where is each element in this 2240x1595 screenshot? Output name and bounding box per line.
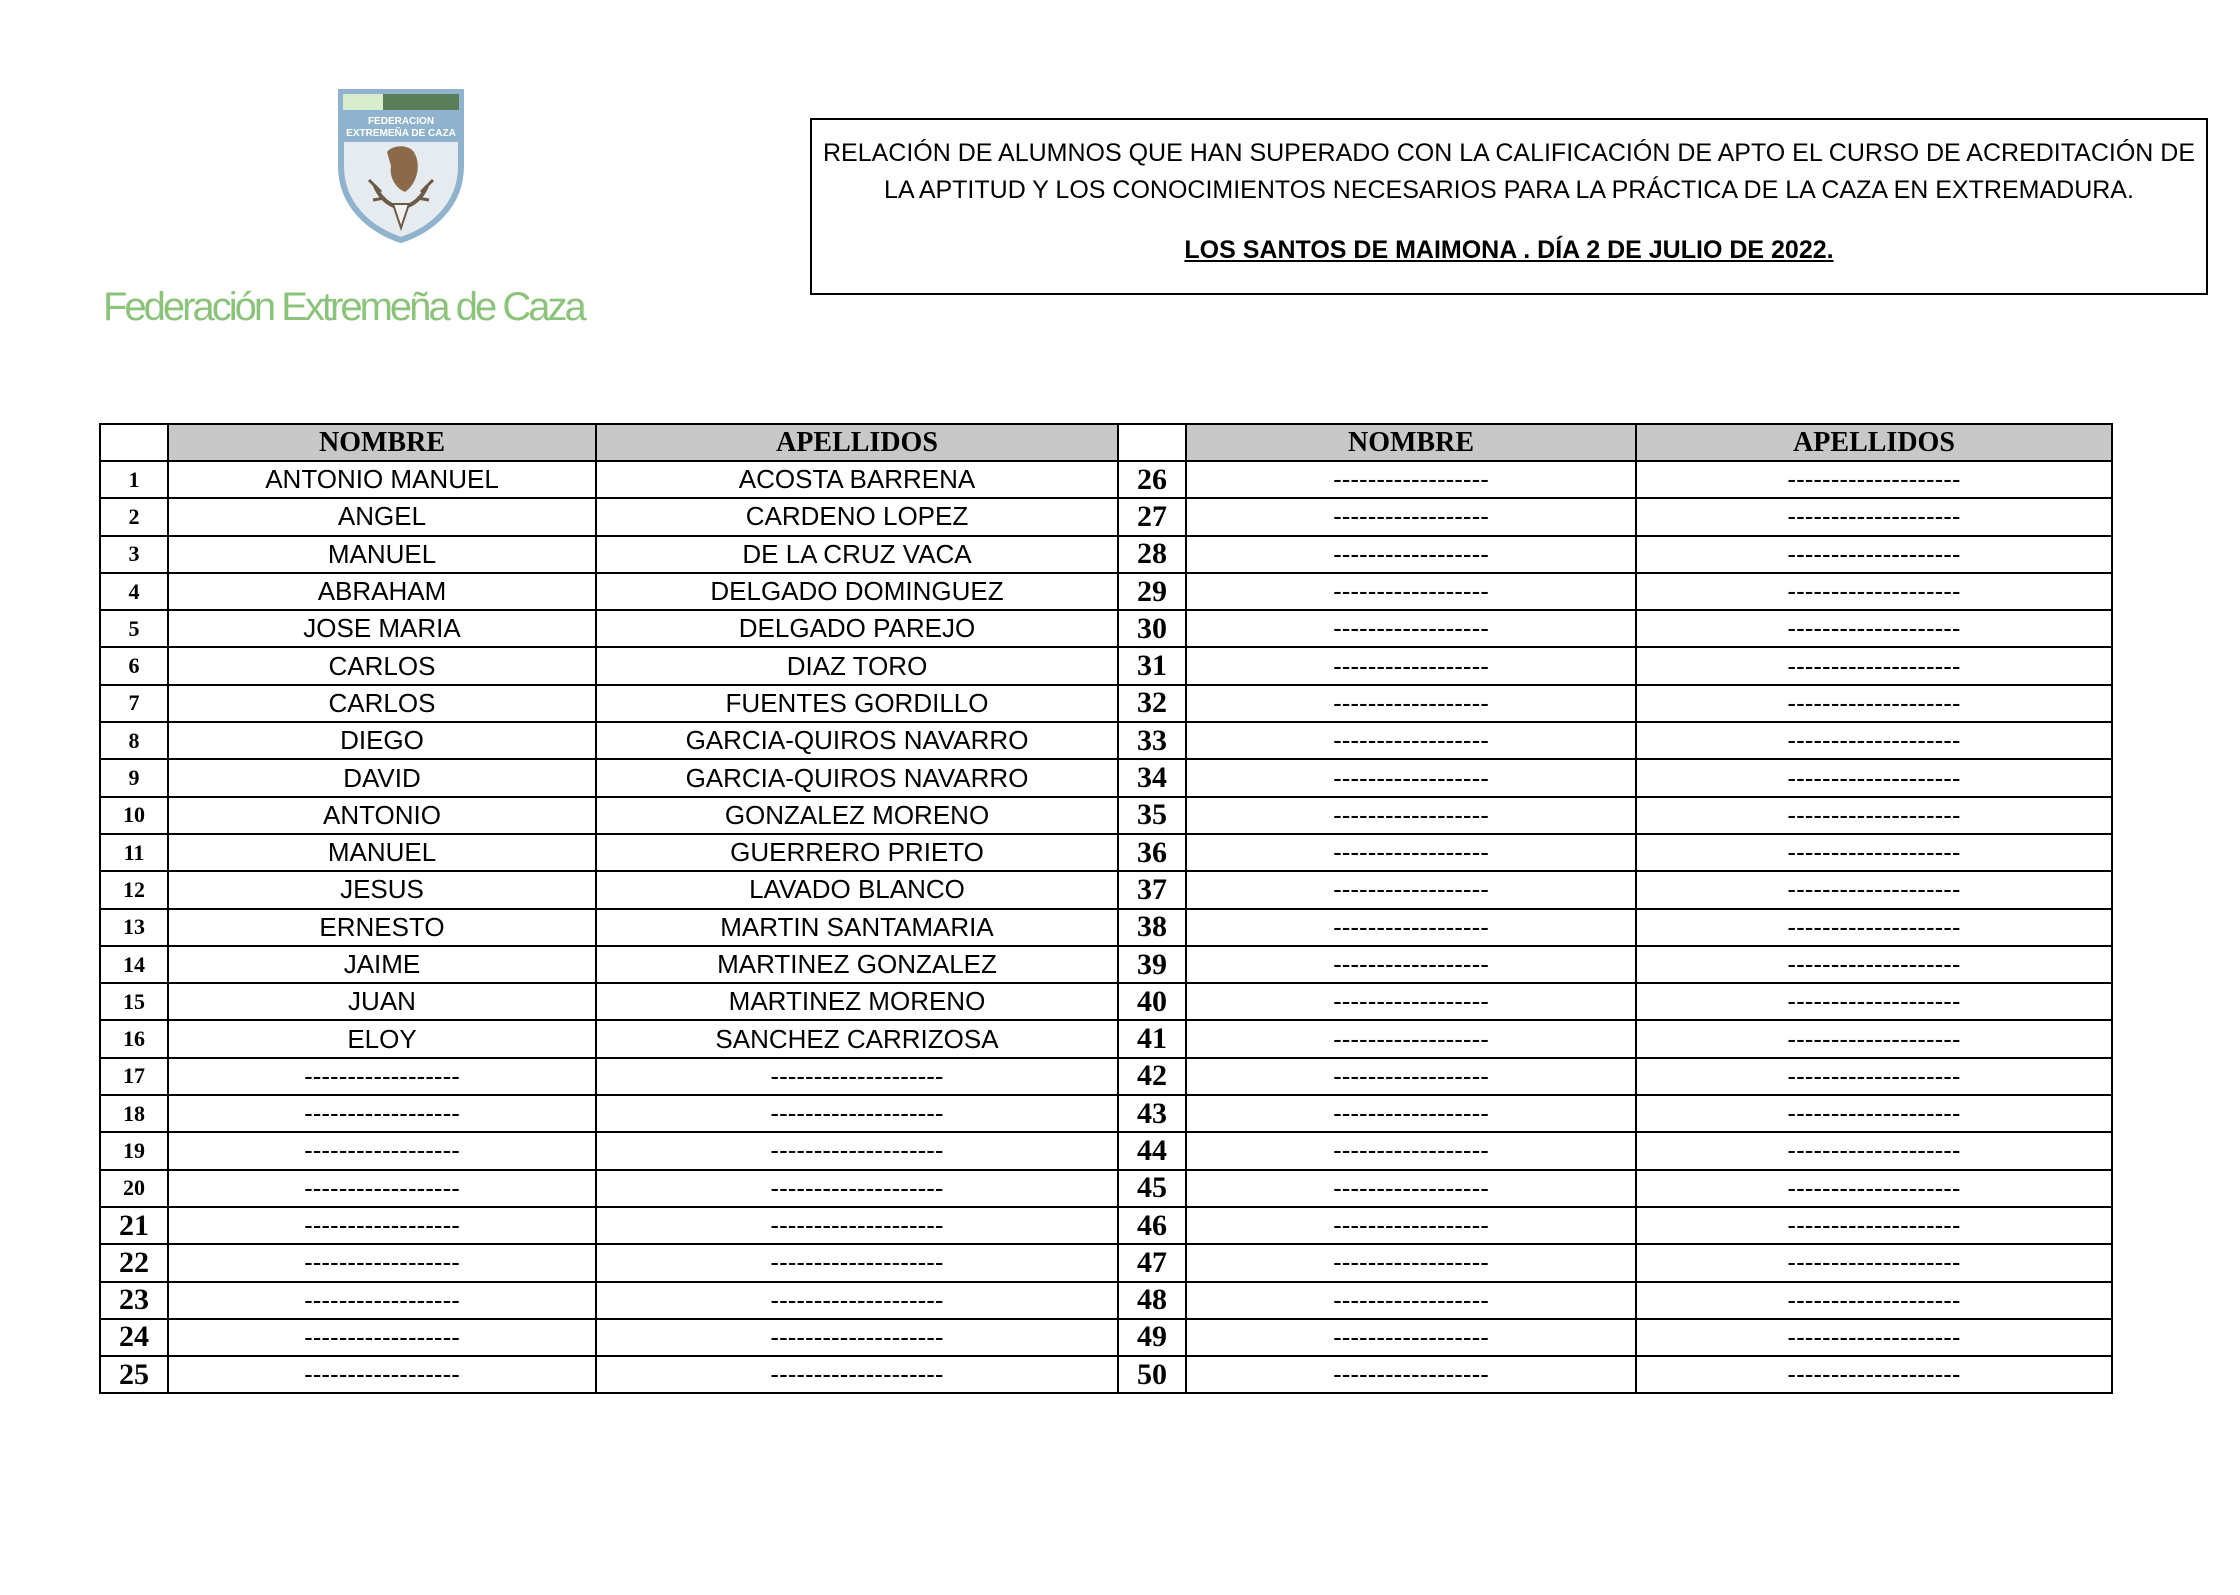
row-number-right: 32	[1118, 685, 1186, 722]
nombre-cell-left: JOSE MARIA	[168, 610, 596, 647]
table-row	[100, 1319, 2112, 1356]
row-number-right: 44	[1118, 1132, 1186, 1169]
apellidos-cell-left: --------------------	[596, 1282, 1118, 1319]
table-row	[100, 834, 2112, 871]
apellidos-cell-left: DELGADO PAREJO	[596, 610, 1118, 647]
nombre-cell-left: ERNESTO	[168, 909, 596, 946]
nombre-cell-left: ------------------	[168, 1095, 596, 1132]
nombre-cell-right: ------------------	[1186, 573, 1636, 610]
nombre-cell-right: ------------------	[1186, 1020, 1636, 1057]
apellidos-cell-right: --------------------	[1636, 1132, 2112, 1169]
nombre-cell-right: ------------------	[1186, 722, 1636, 759]
apellidos-cell-right: --------------------	[1636, 797, 2112, 834]
nombre-cell-right: ------------------	[1186, 1170, 1636, 1207]
row-number-right: 29	[1118, 573, 1186, 610]
row-number-right: 37	[1118, 871, 1186, 908]
students-table	[99, 423, 2113, 1394]
table-row	[100, 1170, 2112, 1207]
table-row	[100, 722, 2112, 759]
row-number-left: 23	[100, 1282, 168, 1319]
row-number-left: 21	[100, 1207, 168, 1244]
nombre-cell-left: JAIME	[168, 946, 596, 983]
nombre-cell-right: ------------------	[1186, 536, 1636, 573]
row-number-left: 25	[100, 1356, 168, 1393]
table-row	[100, 573, 2112, 610]
apellidos-cell-right: --------------------	[1636, 722, 2112, 759]
apellidos-cell-right: --------------------	[1636, 610, 2112, 647]
row-number-left: 14	[100, 946, 168, 983]
table-row	[100, 871, 2112, 908]
apellidos-cell-left: --------------------	[596, 1095, 1118, 1132]
nombre-cell-right: ------------------	[1186, 1319, 1636, 1356]
row-number-right: 36	[1118, 834, 1186, 871]
apellidos-cell-left: DIAZ TORO	[596, 647, 1118, 684]
apellidos-cell-right: --------------------	[1636, 1319, 2112, 1356]
apellidos-cell-left: DE LA CRUZ VACA	[596, 536, 1118, 573]
apellidos-cell-left: MARTINEZ MORENO	[596, 983, 1118, 1020]
row-number-left: 16	[100, 1020, 168, 1057]
table-row	[100, 759, 2112, 796]
table-row	[100, 1132, 2112, 1169]
header-apellidos-1: APELLIDOS	[596, 424, 1118, 461]
nombre-cell-left: CARLOS	[168, 647, 596, 684]
title-line2: LOS SANTOS DE MAIMONA . DÍA 2 DE JULIO DE 2022.	[1184, 236, 1834, 264]
row-number-left: 24	[100, 1319, 168, 1356]
row-number-left: 2	[100, 498, 168, 535]
nombre-cell-left: ------------------	[168, 1244, 596, 1281]
row-number-left: 4	[100, 573, 168, 610]
row-number-left: 15	[100, 983, 168, 1020]
apellidos-cell-right: --------------------	[1636, 1244, 2112, 1281]
apellidos-cell-left: GONZALEZ MORENO	[596, 797, 1118, 834]
apellidos-cell-left: GUERRERO PRIETO	[596, 834, 1118, 871]
apellidos-cell-left: SANCHEZ CARRIZOSA	[596, 1020, 1118, 1057]
row-number-right: 40	[1118, 983, 1186, 1020]
table-row	[100, 1058, 2112, 1095]
apellidos-cell-left: GARCIA-QUIROS NAVARRO	[596, 759, 1118, 796]
table-row	[100, 647, 2112, 684]
nombre-cell-right: ------------------	[1186, 1132, 1636, 1169]
table-row	[100, 461, 2112, 498]
nombre-cell-right: ------------------	[1186, 871, 1636, 908]
nombre-cell-right: ------------------	[1186, 797, 1636, 834]
apellidos-cell-left: --------------------	[596, 1319, 1118, 1356]
nombre-cell-left: ------------------	[168, 1282, 596, 1319]
row-number-right: 48	[1118, 1282, 1186, 1319]
apellidos-cell-left: --------------------	[596, 1132, 1118, 1169]
header-blank-1	[100, 424, 168, 461]
apellidos-cell-right: --------------------	[1636, 1207, 2112, 1244]
table-row	[100, 797, 2112, 834]
row-number-left: 22	[100, 1244, 168, 1281]
apellidos-cell-right: --------------------	[1636, 1282, 2112, 1319]
nombre-cell-left: ------------------	[168, 1356, 596, 1393]
title-box	[810, 118, 2208, 295]
nombre-cell-right: ------------------	[1186, 1356, 1636, 1393]
row-number-right: 28	[1118, 536, 1186, 573]
organization-name: Federación Extremeña de Caza	[103, 285, 584, 329]
title-line1: RELACIÓN DE ALUMNOS QUE HAN SUPERADO CON LA CALIFICACIÓN DE APTO EL CURSO DE ACREDITACIÓN DE LA APTITUD Y LOS CONOCIMIENTOS NECESARIOS PARA LA PRÁCTICA DE LA CAZA EN EXTREMADURA.	[822, 139, 2196, 204]
apellidos-cell-right: --------------------	[1636, 871, 2112, 908]
table-row	[100, 1095, 2112, 1132]
apellidos-cell-left: --------------------	[596, 1207, 1118, 1244]
apellidos-cell-right: --------------------	[1636, 685, 2112, 722]
nombre-cell-left: DIEGO	[168, 722, 596, 759]
row-number-right: 41	[1118, 1020, 1186, 1057]
row-number-right: 26	[1118, 461, 1186, 498]
header-nombre-2: NOMBRE	[1186, 424, 1636, 461]
apellidos-cell-right: --------------------	[1636, 1020, 2112, 1057]
row-number-right: 27	[1118, 498, 1186, 535]
apellidos-cell-left: LAVADO BLANCO	[596, 871, 1118, 908]
row-number-right: 46	[1118, 1207, 1186, 1244]
row-number-right: 38	[1118, 909, 1186, 946]
nombre-cell-left: ------------------	[168, 1058, 596, 1095]
apellidos-cell-right: --------------------	[1636, 759, 2112, 796]
nombre-cell-right: ------------------	[1186, 1282, 1636, 1319]
apellidos-cell-left: MARTINEZ GONZALEZ	[596, 946, 1118, 983]
table-row	[100, 1244, 2112, 1281]
apellidos-cell-right: --------------------	[1636, 573, 2112, 610]
header-nombre-1: NOMBRE	[168, 424, 596, 461]
row-number-left: 20	[100, 1170, 168, 1207]
nombre-cell-left: ------------------	[168, 1170, 596, 1207]
row-number-left: 19	[100, 1132, 168, 1169]
table-row	[100, 1020, 2112, 1057]
row-number-right: 42	[1118, 1058, 1186, 1095]
apellidos-cell-left: --------------------	[596, 1058, 1118, 1095]
table-row	[100, 983, 2112, 1020]
nombre-cell-left: CARLOS	[168, 685, 596, 722]
nombre-cell-right: ------------------	[1186, 983, 1636, 1020]
table-row	[100, 1207, 2112, 1244]
nombre-cell-left: DAVID	[168, 759, 596, 796]
header-apellidos-2: APELLIDOS	[1636, 424, 2112, 461]
nombre-cell-right: ------------------	[1186, 759, 1636, 796]
table-row	[100, 1282, 2112, 1319]
apellidos-cell-left: MARTIN SANTAMARIA	[596, 909, 1118, 946]
nombre-cell-left: ------------------	[168, 1132, 596, 1169]
logo-label-line2: EXTREMEÑA DE CAZA	[346, 128, 456, 139]
table-header-row	[100, 424, 2112, 461]
nombre-cell-right: ------------------	[1186, 461, 1636, 498]
nombre-cell-right: ------------------	[1186, 1244, 1636, 1281]
apellidos-cell-left: FUENTES GORDILLO	[596, 685, 1118, 722]
row-number-left: 5	[100, 610, 168, 647]
apellidos-cell-left: ACOSTA BARRENA	[596, 461, 1118, 498]
nombre-cell-right: ------------------	[1186, 1207, 1636, 1244]
apellidos-cell-right: --------------------	[1636, 1356, 2112, 1393]
nombre-cell-left: ANTONIO MANUEL	[168, 461, 596, 498]
row-number-left: 17	[100, 1058, 168, 1095]
nombre-cell-left: MANUEL	[168, 834, 596, 871]
row-number-left: 11	[100, 834, 168, 871]
apellidos-cell-left: --------------------	[596, 1170, 1118, 1207]
row-number-right: 34	[1118, 759, 1186, 796]
nombre-cell-right: ------------------	[1186, 946, 1636, 983]
nombre-cell-right: ------------------	[1186, 685, 1636, 722]
nombre-cell-left: ------------------	[168, 1207, 596, 1244]
row-number-left: 8	[100, 722, 168, 759]
apellidos-cell-left: GARCIA-QUIROS NAVARRO	[596, 722, 1118, 759]
apellidos-cell-right: --------------------	[1636, 946, 2112, 983]
apellidos-cell-left: CARDENO LOPEZ	[596, 498, 1118, 535]
apellidos-cell-right: --------------------	[1636, 498, 2112, 535]
table-row	[100, 1356, 2112, 1393]
table-row	[100, 536, 2112, 573]
nombre-cell-left: ------------------	[168, 1319, 596, 1356]
row-number-right: 43	[1118, 1095, 1186, 1132]
header-blank-2	[1118, 424, 1186, 461]
nombre-cell-left: ELOY	[168, 1020, 596, 1057]
nombre-cell-right: ------------------	[1186, 498, 1636, 535]
apellidos-cell-right: --------------------	[1636, 983, 2112, 1020]
table-row	[100, 685, 2112, 722]
nombre-cell-left: ANGEL	[168, 498, 596, 535]
apellidos-cell-right: --------------------	[1636, 909, 2112, 946]
row-number-right: 35	[1118, 797, 1186, 834]
row-number-right: 30	[1118, 610, 1186, 647]
row-number-left: 1	[100, 461, 168, 498]
row-number-left: 6	[100, 647, 168, 684]
row-number-left: 9	[100, 759, 168, 796]
nombre-cell-left: MANUEL	[168, 536, 596, 573]
row-number-left: 18	[100, 1095, 168, 1132]
row-number-right: 50	[1118, 1356, 1186, 1393]
nombre-cell-right: ------------------	[1186, 610, 1636, 647]
nombre-cell-left: JUAN	[168, 983, 596, 1020]
row-number-left: 10	[100, 797, 168, 834]
row-number-left: 12	[100, 871, 168, 908]
apellidos-cell-right: --------------------	[1636, 536, 2112, 573]
apellidos-cell-right: --------------------	[1636, 1095, 2112, 1132]
nombre-cell-right: ------------------	[1186, 647, 1636, 684]
table-row	[100, 946, 2112, 983]
nombre-cell-right: ------------------	[1186, 909, 1636, 946]
federation-logo	[335, 88, 467, 243]
table-row	[100, 498, 2112, 535]
apellidos-cell-left: --------------------	[596, 1244, 1118, 1281]
nombre-cell-left: ABRAHAM	[168, 573, 596, 610]
nombre-cell-left: JESUS	[168, 871, 596, 908]
row-number-right: 31	[1118, 647, 1186, 684]
row-number-left: 7	[100, 685, 168, 722]
row-number-right: 45	[1118, 1170, 1186, 1207]
apellidos-cell-right: --------------------	[1636, 1058, 2112, 1095]
row-number-right: 49	[1118, 1319, 1186, 1356]
table-row	[100, 610, 2112, 647]
apellidos-cell-right: --------------------	[1636, 647, 2112, 684]
row-number-right: 47	[1118, 1244, 1186, 1281]
apellidos-cell-right: --------------------	[1636, 834, 2112, 871]
row-number-right: 33	[1118, 722, 1186, 759]
nombre-cell-right: ------------------	[1186, 1095, 1636, 1132]
apellidos-cell-left: --------------------	[596, 1356, 1118, 1393]
nombre-cell-left: ANTONIO	[168, 797, 596, 834]
row-number-right: 39	[1118, 946, 1186, 983]
apellidos-cell-right: --------------------	[1636, 461, 2112, 498]
row-number-left: 3	[100, 536, 168, 573]
nombre-cell-right: ------------------	[1186, 834, 1636, 871]
logo-label-line1: FEDERACION	[367, 116, 435, 127]
apellidos-cell-left: DELGADO DOMINGUEZ	[596, 573, 1118, 610]
row-number-left: 13	[100, 909, 168, 946]
table-row	[100, 909, 2112, 946]
nombre-cell-right: ------------------	[1186, 1058, 1636, 1095]
apellidos-cell-right: --------------------	[1636, 1170, 2112, 1207]
